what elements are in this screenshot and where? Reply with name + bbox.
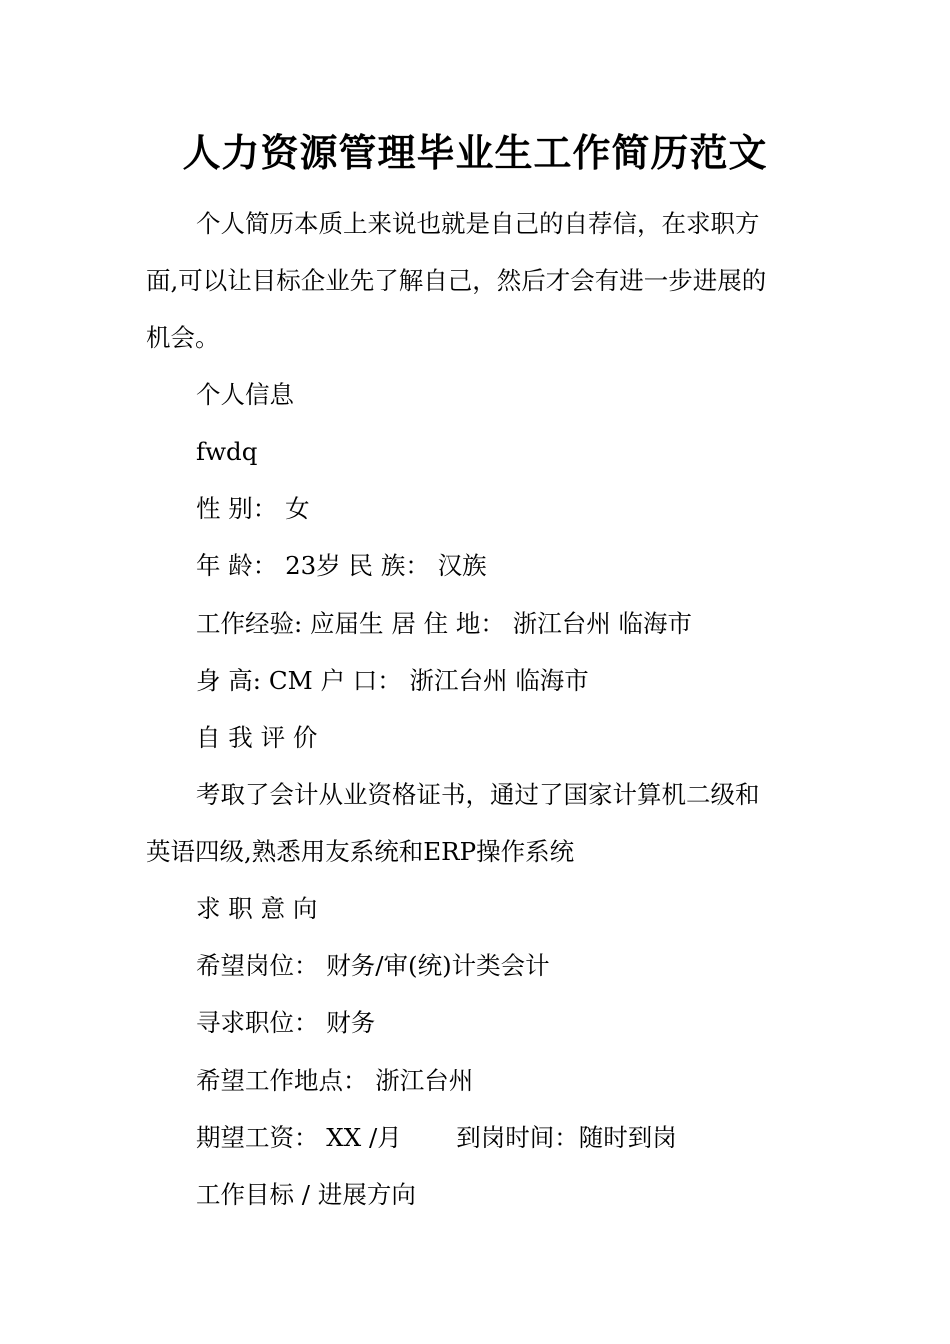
age-ethnicity-line: 年 龄： 23岁 民 族： 汉族	[196, 551, 487, 580]
job-intent-heading: 求 职 意 向	[196, 894, 318, 923]
salary-start-line: 期望工资： XX /月 到岗时间：随时到岗	[196, 1123, 677, 1152]
intro-line-3: 机会。	[146, 323, 220, 352]
gender-line: 性 别： 女	[196, 494, 310, 523]
desired-position-line: 希望岗位： 财务/审(统)计类会计	[196, 951, 550, 980]
page-title: 人力资源管理毕业生工作简历范文	[182, 130, 768, 175]
experience-residence-line: 工作经验: 应届生 居 住 地： 浙江台州 临海市	[196, 609, 692, 638]
intro-line-1: 个人简历本质上来说也就是自己的自荐信，在求职方	[196, 209, 760, 238]
desired-location-line: 希望工作地点： 浙江台州	[196, 1066, 474, 1095]
intro-line-2: 面,可以让目标企业先了解自己，然后才会有进一步进展的	[146, 266, 767, 295]
self-eval-line-1: 考取了会计从业资格证书，通过了国家计算机二级和	[196, 780, 760, 809]
personal-info-heading: 个人信息	[196, 380, 294, 409]
self-eval-heading: 自 我 评 价	[196, 723, 318, 752]
name-line: fwdq	[196, 437, 258, 466]
height-hukou-line: 身 高: CM 户 口： 浙江台州 临海市	[196, 666, 589, 695]
self-eval-line-2: 英语四级,熟悉用友系统和ERP操作系统	[146, 837, 575, 866]
goal-heading: 工作目标 / 进展方向	[196, 1180, 416, 1209]
seeking-position-line: 寻求职位： 财务	[196, 1008, 376, 1037]
